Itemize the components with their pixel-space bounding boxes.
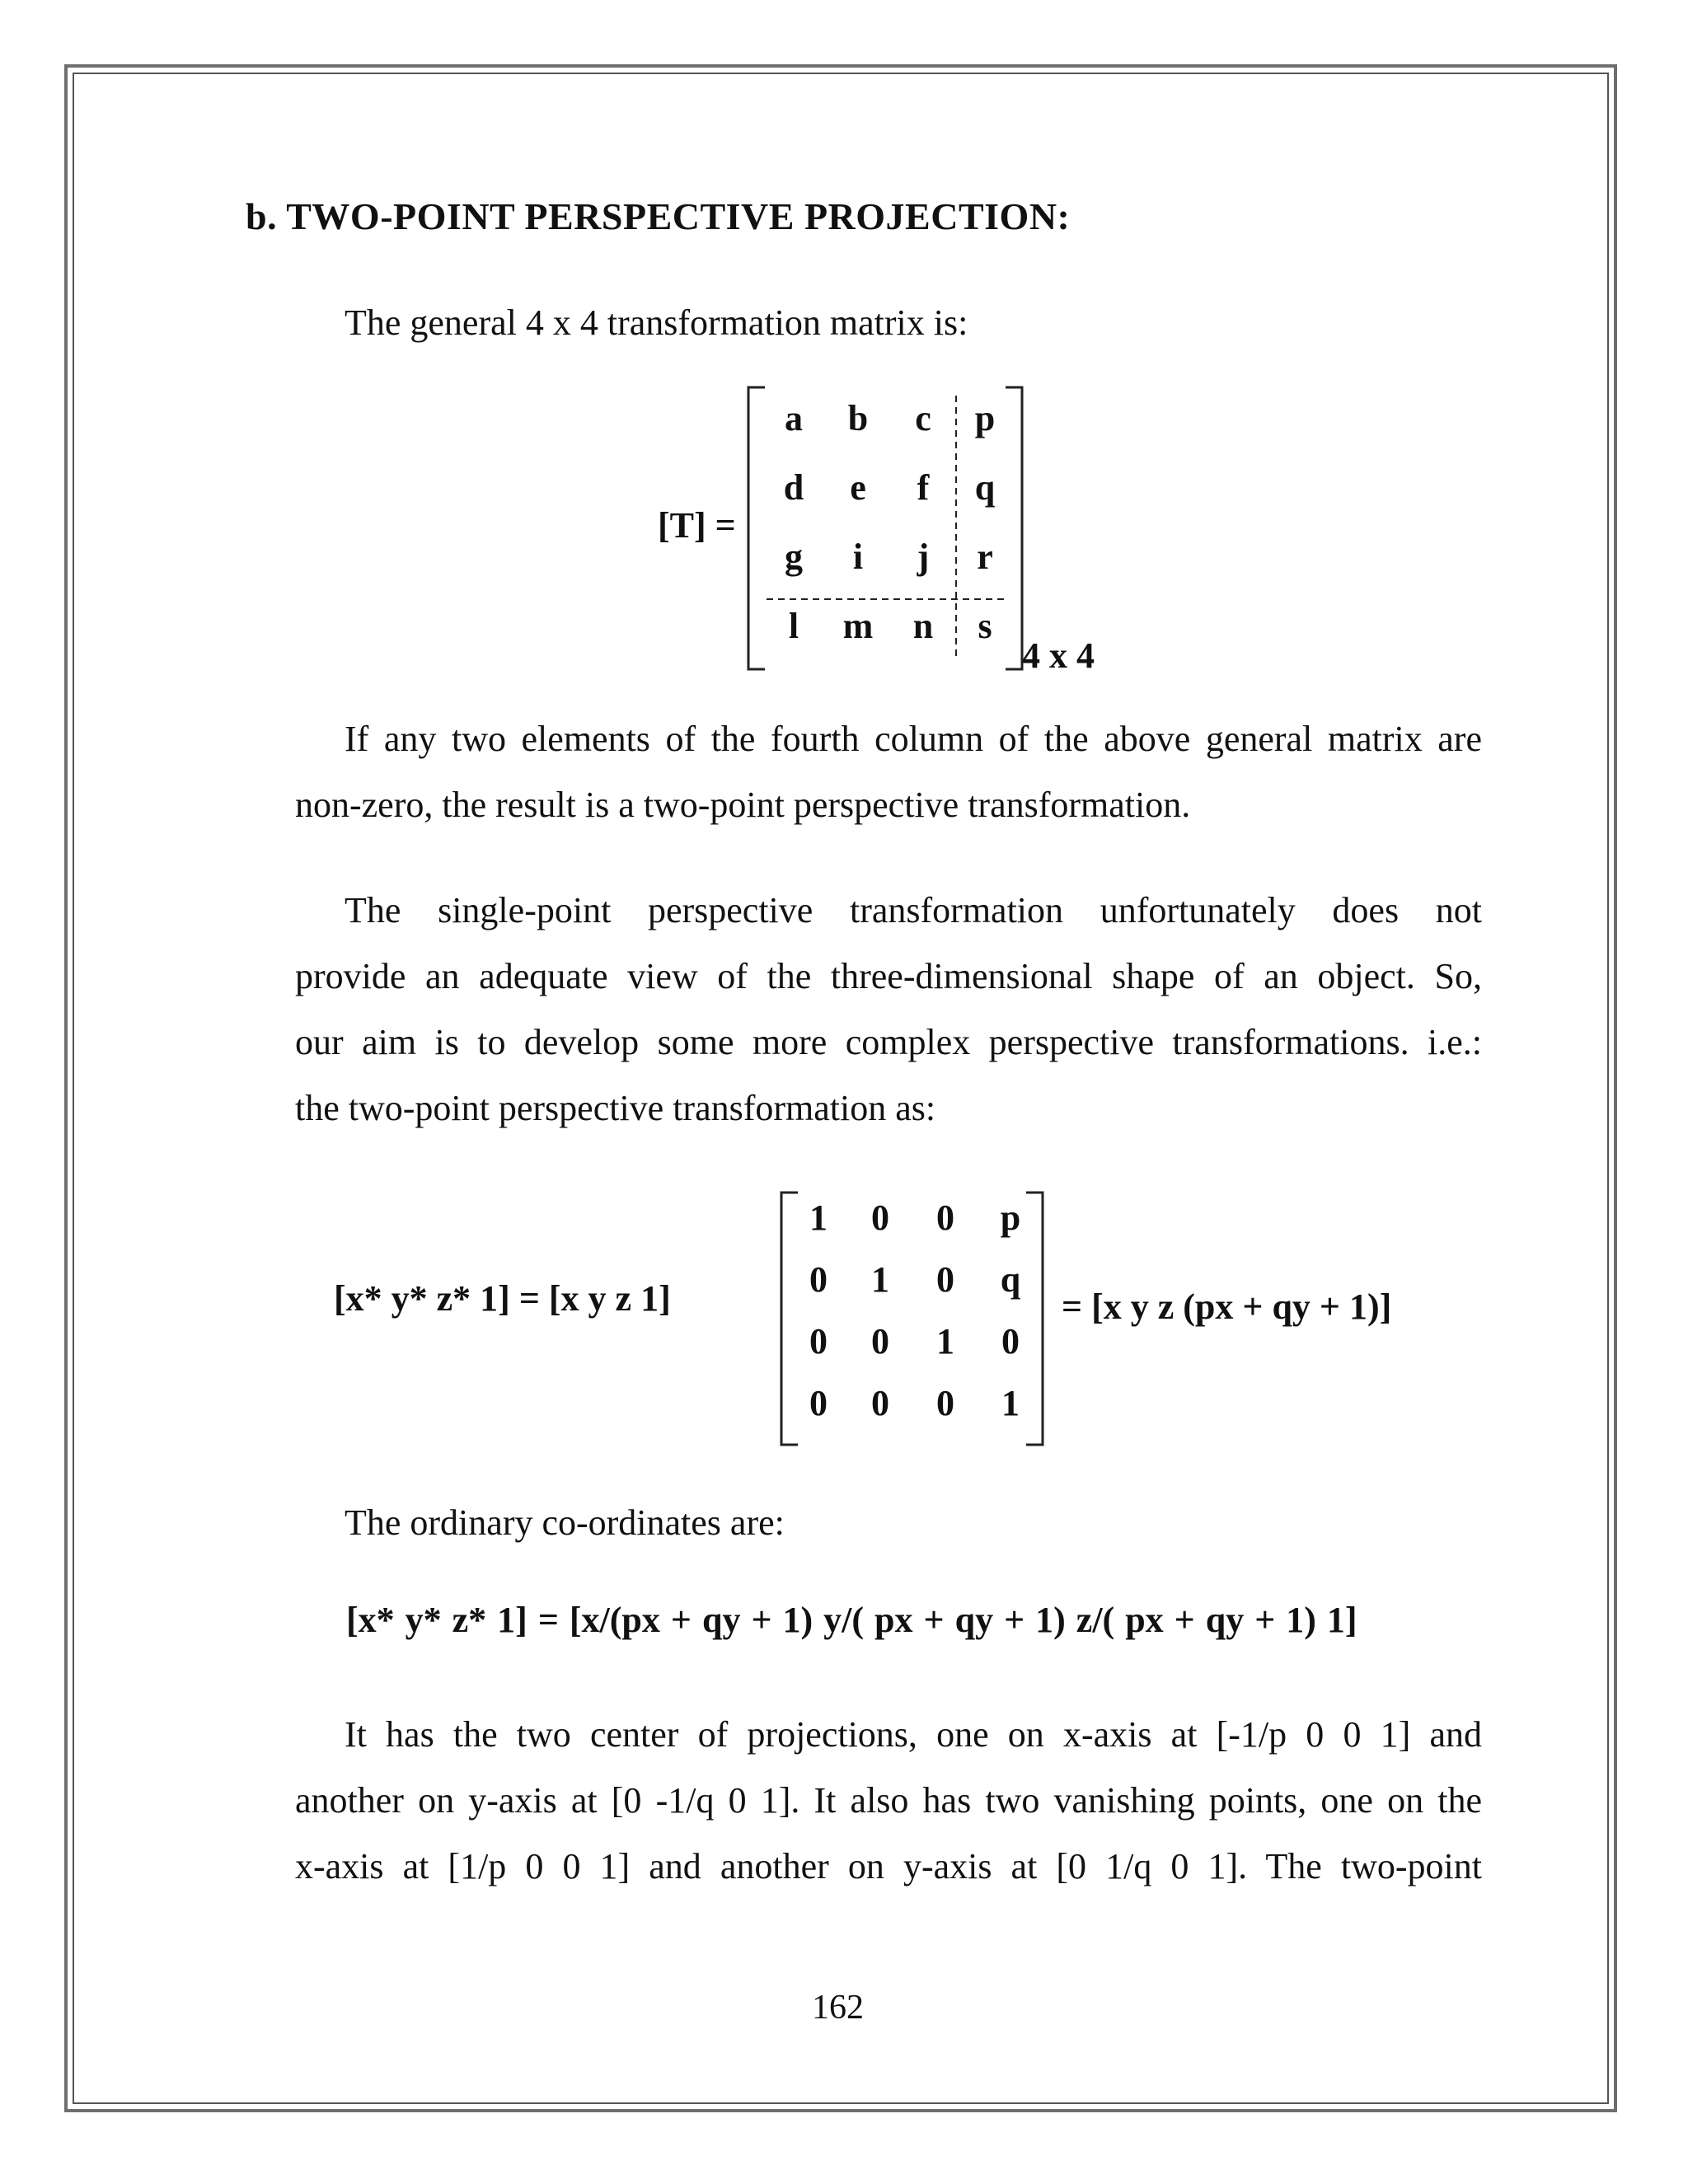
matrix-t-cell: m [842, 606, 874, 646]
matrix-t-label: [T] = [658, 505, 736, 546]
paragraph-2-line: the two-point perspective transformation as: [295, 1088, 936, 1128]
equation-2-left: [x* y* z* 1] = [x y z 1] [334, 1278, 671, 1319]
perspective-matrix-cell: 1 [936, 1321, 954, 1361]
matrix-t-cell: g [785, 537, 803, 577]
perspective-matrix-cell: 0 [809, 1383, 828, 1423]
paragraph-2-line: provide an adequate view of the three-dimensional shape of an object. So, [295, 956, 1482, 996]
perspective-matrix-cell: 0 [1001, 1321, 1020, 1361]
paragraph-3-line: x-axis at [1/p 0 0 1] and another on y-axis at [0 1/q 0 1]. The two-point [295, 1846, 1482, 1886]
perspective-matrix-cell: 0 [809, 1259, 828, 1300]
page-number: 162 [812, 1989, 864, 2027]
matrix-t-cell: d [783, 467, 804, 508]
perspective-matrix-cell: 0 [871, 1321, 889, 1361]
matrix-t-cell: l [788, 606, 799, 646]
intro-text: The general 4 x 4 transformation matrix is: [345, 302, 968, 343]
matrix-t-right-bracket [1006, 387, 1022, 669]
paragraph-2-line: our aim is to develop some more complex perspective transformations. i.e.: [295, 1022, 1482, 1062]
equation-2-right: = [x y z (px + qy + 1)] [1062, 1286, 1392, 1327]
matrix-t-cell: b [847, 398, 869, 438]
matrix-t-cell: n [912, 606, 934, 646]
matrix-t-cell: r [977, 537, 993, 577]
perspective-matrix-right-bracket [1026, 1193, 1043, 1445]
paragraph-3-line: It has the two center of projections, one on x-axis at [-1/p 0 0 1] and [345, 1714, 1482, 1755]
matrix-t-cell: a [785, 398, 803, 438]
matrix-t-cell: p [974, 398, 996, 438]
perspective-matrix-cell: 0 [871, 1383, 889, 1423]
perspective-matrix-cell: 1 [809, 1197, 828, 1238]
perspective-matrix-cell: 0 [809, 1321, 828, 1361]
paragraph-2-line: The single-point perspective transformation unfortunately does not [345, 890, 1482, 930]
perspective-matrix-cell: 0 [936, 1197, 954, 1238]
equation-3: [x* y* z* 1] = [x/(px + qy + 1) y/( px + qy + 1) z/( px + qy + 1) 1] [346, 1600, 1357, 1640]
paragraph-1-line: If any two elements of the fourth column of the above general matrix are [345, 719, 1482, 759]
matrix-t-size: 4 x 4 [1022, 635, 1095, 676]
matrix-t-cell: i [852, 537, 864, 577]
perspective-matrix-cell: 1 [871, 1259, 889, 1300]
paragraph-1-line: non-zero, the result is a two-point perspective transformation. [295, 785, 1191, 825]
section-heading: b. TWO-POINT PERSPECTIVE PROJECTION: [246, 195, 1071, 237]
perspective-matrix-left-bracket [781, 1193, 798, 1445]
perspective-matrix-cell: 1 [1001, 1383, 1020, 1423]
matrix-t-cell: c [915, 398, 931, 438]
matrix-t-cell: e [850, 467, 866, 508]
matrix-t-left-bracket [748, 387, 765, 669]
perspective-matrix-cell: q [1000, 1259, 1021, 1300]
matrix-t-cell: f [917, 467, 930, 508]
perspective-matrix-cell: 0 [936, 1259, 954, 1300]
matrix-t-cell: j [917, 537, 930, 577]
paragraph-3-line: another on y-axis at [0 -1/q 0 1]. It also has two vanishing points, one on the [295, 1780, 1482, 1821]
matrix-t-cell: s [978, 606, 992, 646]
ordinary-coordinates-label: The ordinary co-ordinates are: [345, 1502, 785, 1543]
perspective-matrix-cell: 0 [936, 1383, 954, 1423]
perspective-matrix-cell: p [1000, 1197, 1021, 1238]
perspective-matrix-cell: 0 [871, 1197, 889, 1238]
matrix-t-cell: q [974, 467, 996, 508]
